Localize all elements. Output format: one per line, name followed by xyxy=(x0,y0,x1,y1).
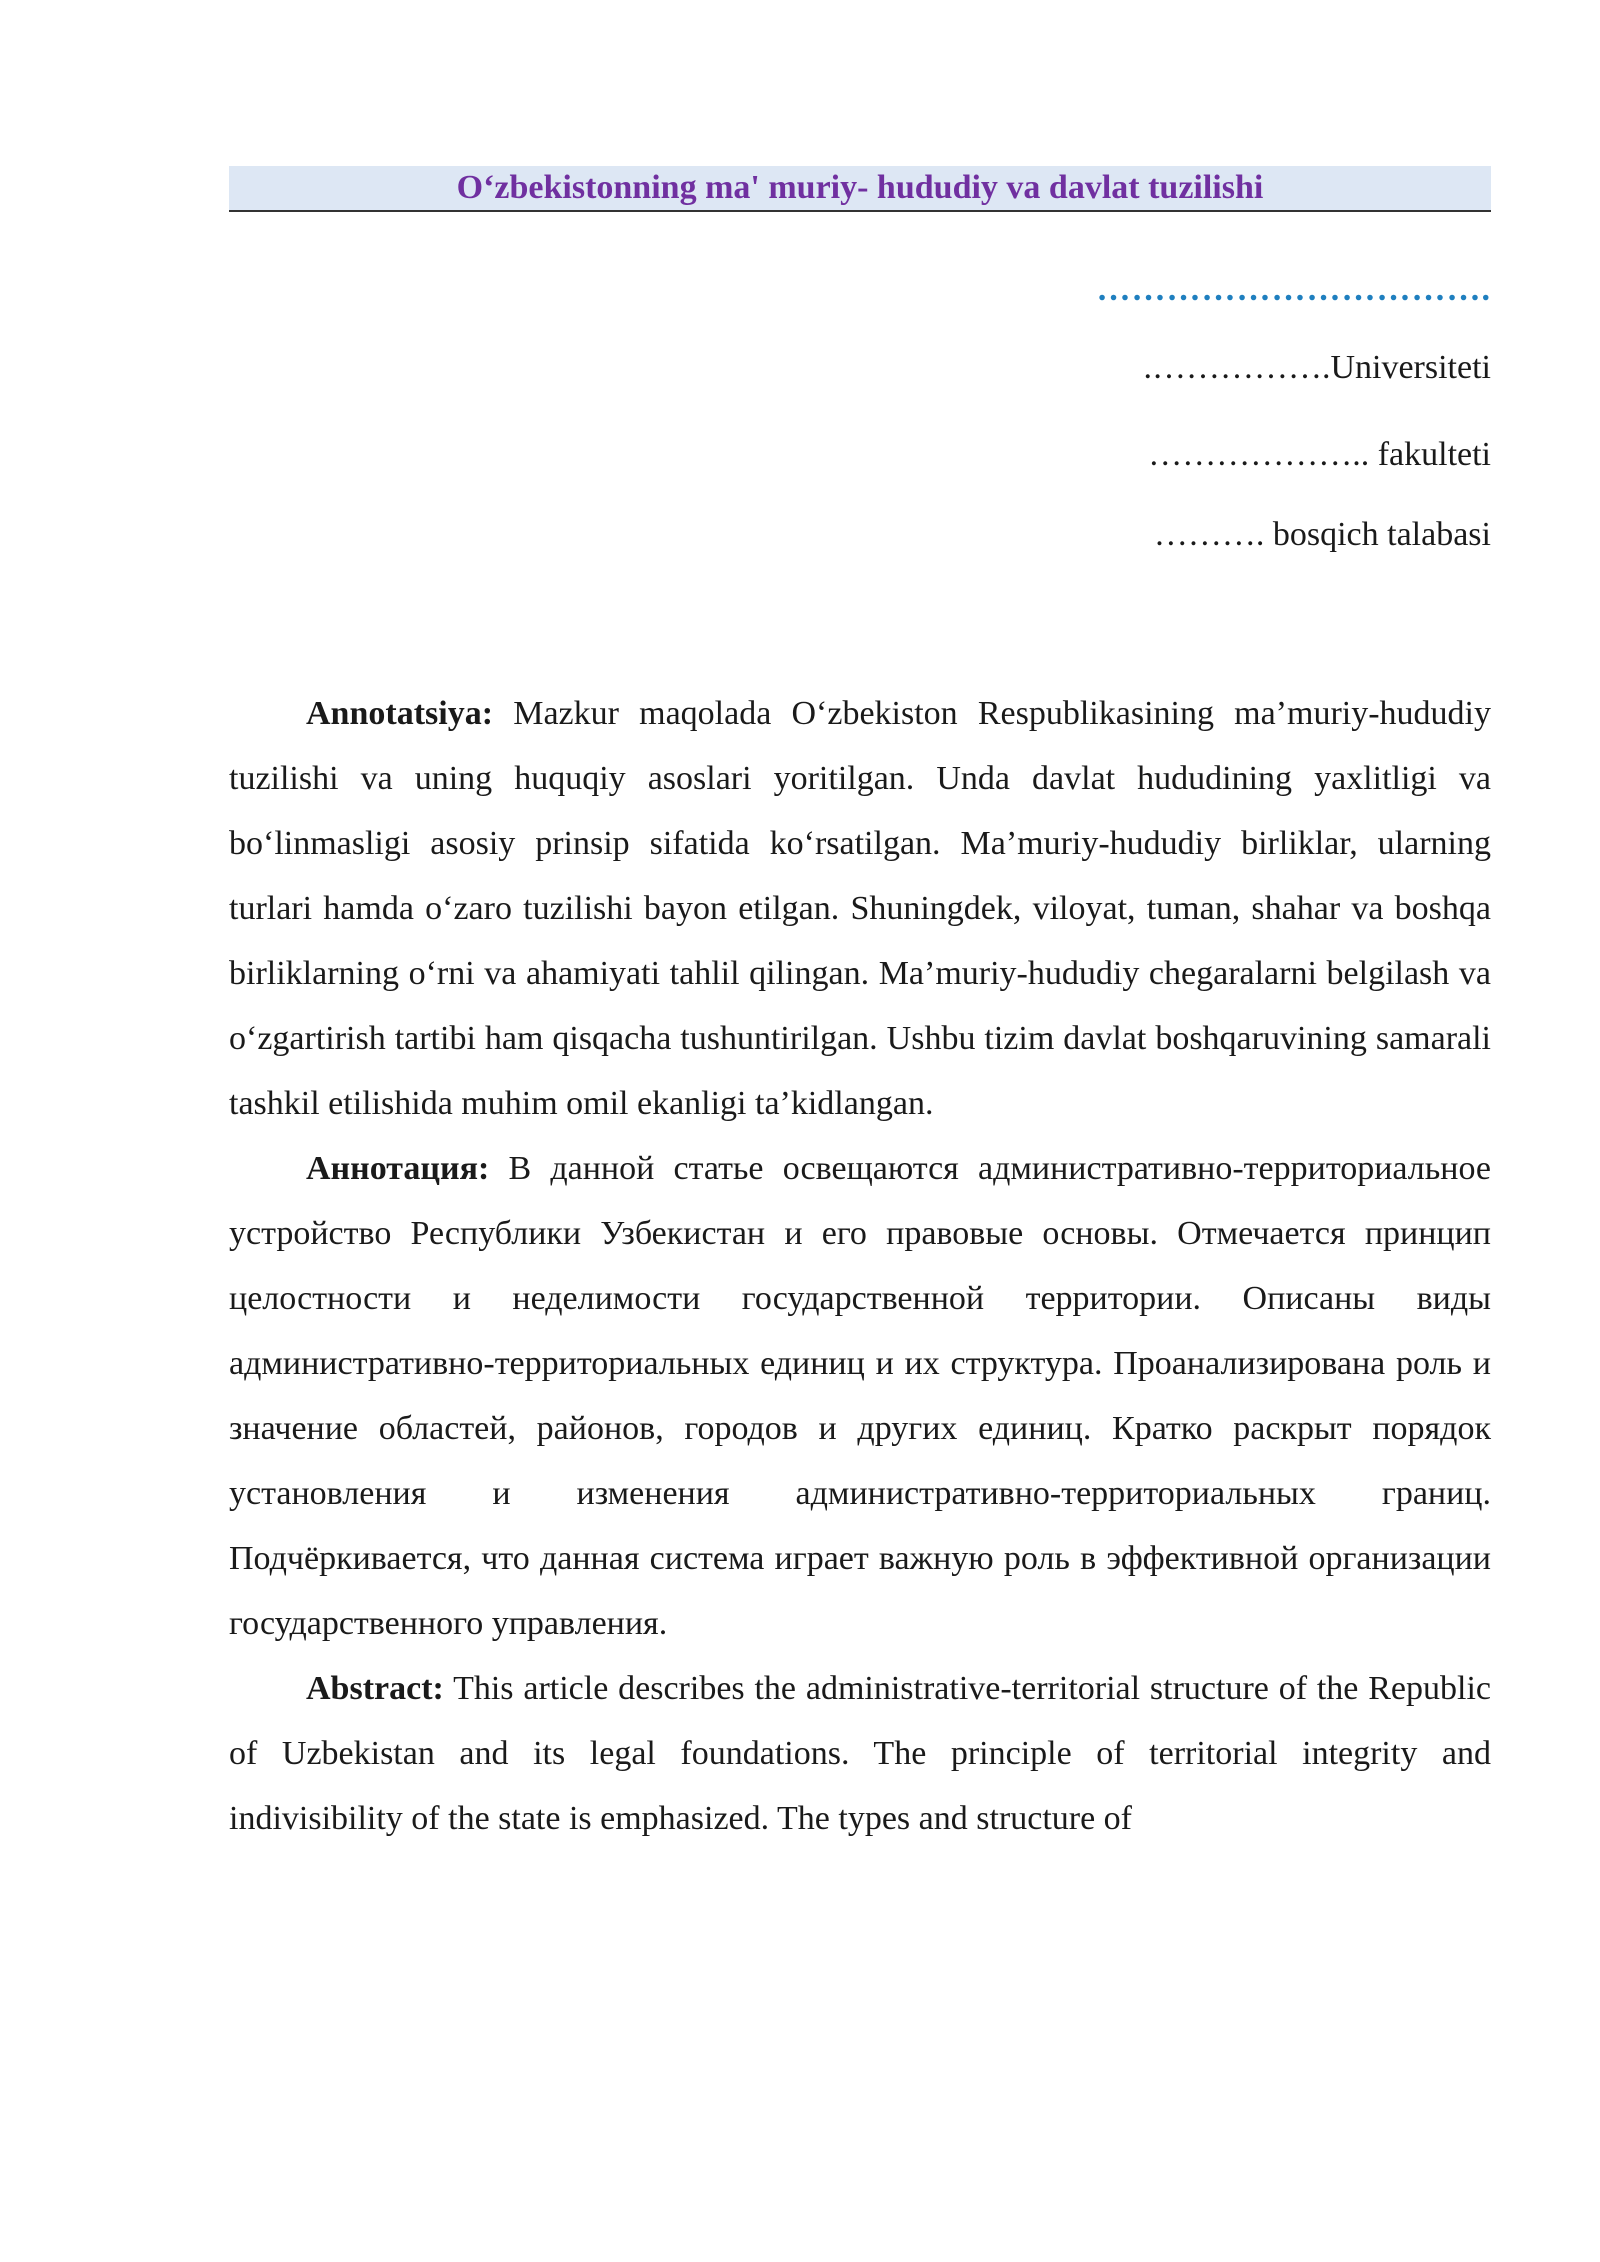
abstract-russian-label: Аннотация: xyxy=(306,1150,490,1187)
author-faculty: ……………….. fakulteti xyxy=(1148,436,1491,473)
abstract-english-label: Abstract: xyxy=(306,1670,444,1707)
abstract-russian xyxy=(229,1136,1491,1656)
abstract-uzbek xyxy=(229,681,1491,1136)
author-university: .…………….Universiteti xyxy=(1143,349,1491,386)
abstract-russian-text: В данной статье освещаются административно-территориальное устройство Республики Узбекистан и его правовые основы. Отмечается принцип целостности и неделимости государственной территории. Описаны виды административно-территориальных единиц и их структура. Проанализирована роль и значение областей, районов, городов и других единиц. Кратко раскрыт порядок установления и изменения административно-территориальных границ. Подчёркивается, что данная система играет важную роль в эффективной организации государственного управления. xyxy=(229,1150,1491,1642)
abstract-english-text: This article describes the administrative-territorial structure of the Republic of Uzbekistan and its legal foundations. The principle of territorial integrity and indivisibility of the state is emphasized. The types and structure of xyxy=(229,1670,1491,1837)
document-title xyxy=(229,166,1491,212)
author-stage: ………. bosqich talabasi xyxy=(1153,516,1491,553)
author-name-placeholder: ……………………………. xyxy=(1096,271,1491,308)
document-title-text: O‘zbekistonning ma' muriy- hududiy va davlat tuzilishi xyxy=(456,169,1264,206)
abstracts-section xyxy=(229,681,1491,1851)
document-page xyxy=(229,166,1491,1851)
abstract-uzbek-text: Mazkur maqolada O‘zbekiston Respublikasining ma’muriy-hududiy tuzilishi va uning huquqiy asoslari yoritilgan. Unda davlat hududining yaxlitligi va bo‘linmasligi asosiy prinsip sifatida ko‘rsatilgan. Ma’muriy-hududiy birliklar, ularning turlari hamda o‘zaro tuzilishi bayon etilgan. Shuningdek, viloyat, tuman, shahar va boshqa birliklarning o‘rni va ahamiyati tahlil qilingan. Ma’muriy-hududiy chegaralarni belgilash va o‘zgartirish tartibi ham qisqacha tushuntirilgan. Ushbu tizim davlat boshqaruvining samarali tashkil etilishida muhim omil ekanligi ta’kidlangan. xyxy=(229,695,1491,1122)
abstract-english xyxy=(229,1656,1491,1851)
abstract-uzbek-label: Annotatsiya: xyxy=(306,695,494,732)
author-block xyxy=(229,270,1491,555)
